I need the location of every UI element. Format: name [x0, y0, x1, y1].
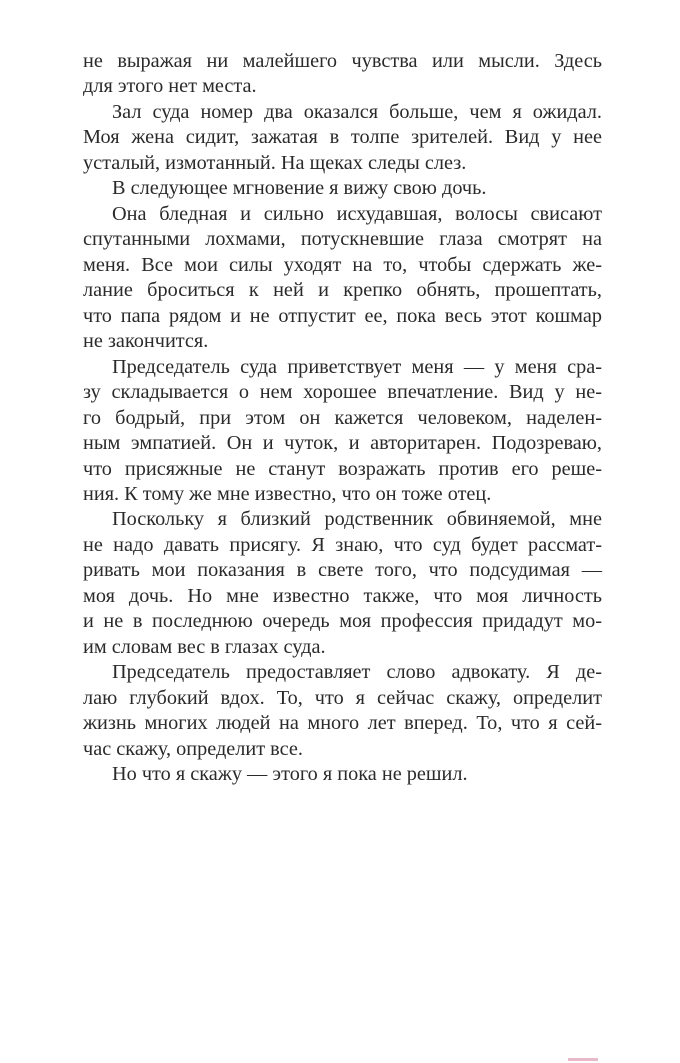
- paragraph-first-line: Председатель суда приветствует меня — у меня сра-: [112, 355, 602, 378]
- text-line: час скажу, определит все.: [83, 737, 303, 760]
- page-body-text: [83, 49, 602, 788]
- text-line: лание броситься к ней и крепко обнять, прошептать,: [83, 279, 602, 302]
- text-line: жизнь многих людей на много лет вперед. То, что я сей-: [83, 712, 602, 735]
- text-line: спутанными лохмами, потускневшие глаза смотрят на: [83, 228, 602, 251]
- paragraph-first-line: Зал суда номер два оказался больше, чем я ожидал.: [112, 100, 602, 123]
- text-line: ривать мои показания в свете того, что подсудимая —: [83, 559, 602, 582]
- text-line: им словам вес в глазах суда.: [83, 635, 326, 658]
- text-line: го бодрый, при этом он кажется человеком, наделен-: [83, 406, 602, 429]
- text-line: лаю глубокий вдох. То, что я сейчас скажу, определит: [83, 686, 602, 709]
- text-line: ния. К тому же мне известно, что он тоже отец.: [83, 482, 492, 505]
- page-edge-mark: [568, 1058, 598, 1061]
- paragraph-first-line: Она бледная и сильно исхудавшая, волосы свисают: [112, 202, 602, 225]
- text-line: и не в последнюю очередь моя профессия придадут мо-: [83, 610, 602, 633]
- text-line: зу складывается о нем хорошее впечатление. Вид у не-: [83, 381, 602, 404]
- paragraph-first-line: Но что я скажу — этого я пока не решил.: [112, 763, 468, 786]
- text-line: меня. Все мои силы уходят на то, чтобы сдержать же-: [83, 253, 602, 276]
- text-line: не закончится.: [83, 330, 209, 353]
- text-line: не выражая ни малейшего чувства или мысли. Здесь: [83, 50, 602, 72]
- text-line: ным эмпатией. Он и чуток, и авторитарен. Подозреваю,: [83, 432, 602, 455]
- text-line: моя дочь. Но мне известно также, что моя личность: [83, 584, 602, 607]
- text-line: для этого нет места.: [83, 75, 257, 98]
- paragraph-first-line: В следующее мгновение я вижу свою дочь.: [112, 177, 487, 200]
- text-line: что присяжные не станут возражать против его реше-: [83, 457, 602, 480]
- paragraph-first-line: Председатель предоставляет слово адвокату. Я де-: [112, 661, 602, 684]
- text-line: что папа рядом и не отпустит ее, пока весь этот кошмар: [83, 304, 602, 327]
- text-line: Моя жена сидит, зажатая в толпе зрителей. Вид у нее: [83, 126, 602, 149]
- text-line: не надо давать присягу. Я знаю, что суд будет рассмат-: [83, 533, 602, 556]
- text-line: усталый, измотанный. На щеках следы слез.: [83, 151, 467, 174]
- paragraph-first-line: Поскольку я близкий родственник обвиняемой, мне: [112, 508, 602, 531]
